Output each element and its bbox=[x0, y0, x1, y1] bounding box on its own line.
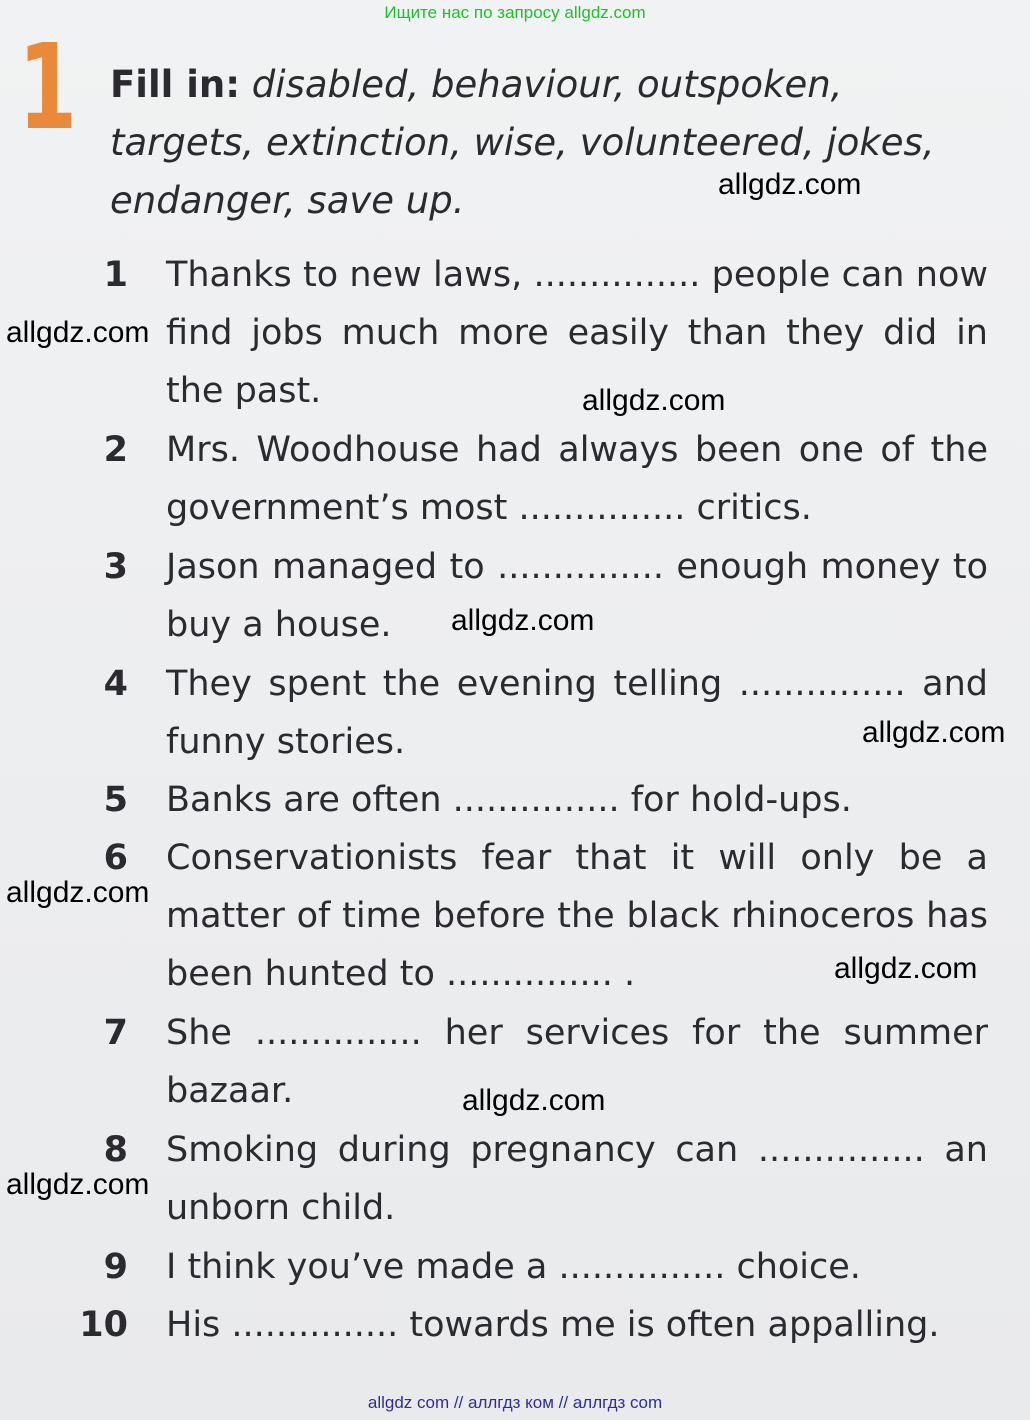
bottom-banner[interactable]: allgdz com // аллгдз ком // аллгдз com bbox=[367, 1393, 663, 1412]
item-number: 6 bbox=[103, 838, 128, 878]
watermark: allgdz.com bbox=[718, 168, 862, 201]
item-text: Jason managed to ............... enough money to buy a house. bbox=[166, 547, 988, 645]
item-text: Mrs. Woodhouse had always been one of the government’s most ............... critics. bbox=[166, 430, 988, 528]
item-text: Banks are often ............... for hold-ups. bbox=[166, 780, 852, 820]
item-text: Conservationists fear that it will only be a matter of time before the black rhinoceros has been hunted to ............... . bbox=[166, 838, 988, 994]
item-number: 4 bbox=[103, 664, 128, 704]
instruction-lead: Fill in: bbox=[110, 63, 241, 106]
watermark: allgdz.com bbox=[6, 1168, 150, 1201]
watermark: allgdz.com bbox=[6, 876, 150, 909]
watermark: allgdz.com bbox=[834, 952, 978, 985]
item-text: I think you’ve made a ............... choice. bbox=[166, 1247, 861, 1287]
watermark: allgdz.com bbox=[462, 1084, 606, 1117]
item-text: They spent the evening telling ............... and funny stories. bbox=[166, 664, 988, 762]
item-text: Thanks to new laws, ............... people can now find jobs much more easily than they did in the past. bbox=[166, 255, 988, 411]
item-number: 2 bbox=[103, 430, 128, 470]
watermark: allgdz.com bbox=[6, 316, 150, 349]
task-number: 1 bbox=[18, 18, 78, 156]
watermark: allgdz.com bbox=[582, 384, 726, 417]
item-number: 5 bbox=[103, 780, 128, 820]
item-number: 10 bbox=[79, 1305, 128, 1345]
item-number: 1 bbox=[103, 255, 128, 295]
item-number: 8 bbox=[103, 1130, 128, 1170]
item-text: Smoking during pregnancy can ............... an unborn child. bbox=[166, 1130, 988, 1228]
watermark: allgdz.com bbox=[451, 604, 595, 637]
watermark: allgdz.com bbox=[862, 716, 1006, 749]
item-number: 7 bbox=[103, 1013, 128, 1053]
item-text: His ............... towards me is often appalling. bbox=[166, 1305, 940, 1345]
item-number: 9 bbox=[103, 1247, 128, 1287]
top-banner[interactable]: Ищите нас по запросу allgdz.com bbox=[384, 3, 646, 22]
instruction-word-list: disabled, behaviour, outspoken, targets, extinction, wise, volunteered, jokes, endanger, save up. bbox=[110, 63, 935, 222]
task-instruction bbox=[110, 56, 990, 230]
item-text: She ............... her services for the summer bazaar. bbox=[166, 1013, 988, 1111]
item-number: 3 bbox=[103, 547, 128, 587]
